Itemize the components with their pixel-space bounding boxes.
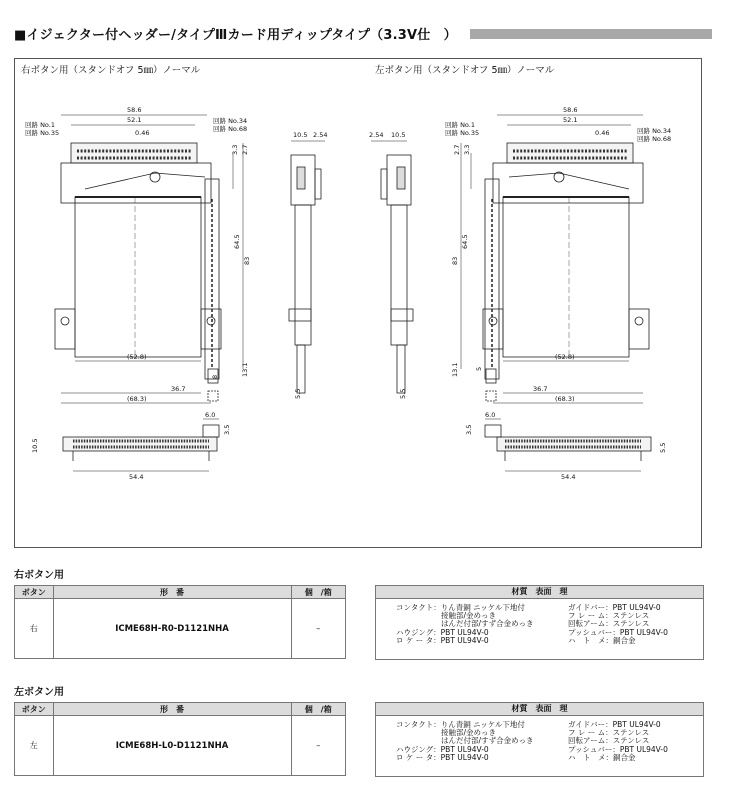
material-line: ロ ケ ー タ：PBT UL94V-0	[396, 752, 489, 762]
label-pin-35-left: 回路 No.35	[445, 129, 480, 137]
material-line: フ レ ー ム：ステンレス	[568, 611, 650, 621]
dim-52-1: 52.1	[127, 116, 142, 124]
cell-model: ICME68H-L0-D1121NHA	[53, 716, 291, 776]
label-pin-34: 回路 No.34	[213, 117, 248, 125]
model-table-left	[14, 702, 346, 776]
dim-54-4-left: 54.4	[561, 473, 576, 481]
header-qty: 個 /箱	[291, 703, 345, 716]
cell-button: 左	[15, 716, 54, 776]
dim-2-54-left: 2.54	[369, 131, 384, 139]
material-line: ガイドバー：PBT UL94V-0	[568, 720, 661, 729]
label-pin-68-left: 回路 No.68	[637, 135, 672, 143]
section-label-right: 右ボタン用	[14, 570, 64, 581]
dim-36-7: 36.7	[171, 385, 186, 393]
dim-2-7: 2.7	[241, 144, 249, 155]
dim-3-3-left: 3.3	[463, 144, 471, 155]
right-side-view	[289, 131, 327, 399]
title-decoration-bar	[470, 29, 712, 39]
material-line: 回転アーム：ステンレス	[568, 619, 650, 629]
material-line: ハ ト メ：銅合金	[568, 752, 636, 762]
dim-5-5-front-left: 5.5	[659, 442, 667, 453]
label-pin-35: 回路 No.35	[25, 129, 60, 137]
material-line: ガイドバー：PBT UL94V-0	[568, 603, 661, 612]
technical-drawing	[15, 59, 703, 549]
material-line: 接触部/金めっき	[396, 728, 496, 738]
material-line: 回転アーム：ステンレス	[568, 736, 650, 746]
dim-64-5-left: 64.5	[461, 234, 469, 249]
dim-0-46-left: 0.46	[595, 129, 610, 137]
dim-52-8: (52.8)	[127, 353, 147, 361]
label-pin-1-left: 回路 No.1	[445, 121, 475, 129]
dim-3-3: 3.3	[231, 144, 239, 155]
header-model: 形 番	[53, 703, 291, 716]
dim-64-5: 64.5	[233, 234, 241, 249]
material-line: 接触部/金めっき	[396, 611, 496, 621]
header-qty: 個 /箱	[291, 586, 345, 599]
dim-3-5: 3.5	[223, 424, 231, 435]
header-button: ボタン	[15, 703, 54, 716]
dim-58-6-left: 58.6	[563, 106, 578, 114]
dim-58-6: 58.6	[127, 106, 142, 114]
dim-13-1: 13.1	[241, 362, 249, 377]
drawing-panel	[14, 58, 702, 548]
dim-2-54: 2.54	[313, 131, 328, 139]
dim-68-3: (68.3)	[127, 395, 147, 403]
section-label-left: 左ボタン用	[14, 687, 64, 698]
dim-5-5-left: 5.5	[399, 388, 407, 399]
left-side-view	[369, 131, 413, 399]
material-line: はんだ付部/すず合金めっき	[396, 736, 534, 746]
dim-83: 83	[243, 256, 251, 265]
dim-3-5-left: 3.5	[465, 424, 473, 435]
left-front-view	[465, 411, 667, 481]
dim-68-3-left: (68.3)	[555, 395, 575, 403]
materials-header: 材質 表面 理	[376, 703, 703, 716]
materials-box-right	[375, 585, 704, 660]
label-pin-1: 回路 No.1	[25, 121, 55, 129]
right-top-view	[25, 106, 251, 403]
left-top-view	[445, 106, 671, 403]
right-button-caption: 右ボタン用（スタンドオフ 5㎜）ノーマル	[21, 65, 201, 76]
label-pin-68: 回路 No.68	[213, 125, 248, 133]
right-front-view	[31, 411, 231, 481]
material-line: ハ ト メ：銅合金	[568, 635, 636, 645]
dim-52-1-left: 52.1	[563, 116, 578, 124]
header-button: ボタン	[15, 586, 54, 599]
materials-header: 材質 表面 理	[376, 586, 703, 599]
header-model: 形 番	[53, 586, 291, 599]
dim-83-left: 83	[451, 256, 459, 265]
label-pin-34-left: 回路 No.34	[637, 127, 672, 135]
dim-10-5-left: 10.5	[391, 131, 406, 139]
model-table-right	[14, 585, 346, 659]
dim-5-left: 5	[475, 366, 483, 371]
dim-36-7-left: 36.7	[533, 385, 548, 393]
dim-10-5: 10.5	[293, 131, 308, 139]
cell-model: ICME68H-R0-D1121NHA	[53, 599, 291, 659]
dim-5-8: 8	[211, 374, 219, 379]
material-line: ロ ケ ー タ：PBT UL94V-0	[396, 635, 489, 645]
dim-10-5-front: 10.5	[31, 438, 39, 453]
material-line: はんだ付部/すず合金めっき	[396, 619, 534, 629]
material-line: ハウジング：PBT UL94V-0	[396, 627, 489, 637]
materials-box-left	[375, 702, 704, 777]
dim-0-46: 0.46	[135, 129, 150, 137]
material-line: プッシュバー：PBT UL94V-0	[568, 744, 668, 754]
material-line: コンタクト：りん青銅 ニッケル下地付	[396, 603, 525, 612]
dim-2-7-left: 2.7	[453, 144, 461, 155]
dim-54-4: 54.4	[129, 473, 144, 481]
material-line: ハウジング：PBT UL94V-0	[396, 744, 489, 754]
cell-button: 右	[15, 599, 54, 659]
cell-qty: –	[291, 599, 345, 659]
dim-13-1-left: 13.1	[451, 362, 459, 377]
material-line: フ レ ー ム：ステンレス	[568, 728, 650, 738]
page-title: ■イジェクター付ヘッダー/タイプⅢカード用ディップタイプ（3.3V仕 ）	[14, 28, 457, 43]
dim-6-0: 6.0	[205, 411, 216, 419]
dim-6-0-left: 6.0	[485, 411, 496, 419]
cell-qty: –	[291, 716, 345, 776]
left-button-caption: 左ボタン用（スタンドオフ 5㎜）ノーマル	[375, 65, 555, 76]
dim-52-8-left: (52.8)	[555, 353, 575, 361]
material-line: コンタクト：りん青銅 ニッケル下地付	[396, 720, 525, 729]
dim-5-5: 5.5	[294, 388, 302, 399]
material-line: プッシュバー：PBT UL94V-0	[568, 627, 668, 637]
